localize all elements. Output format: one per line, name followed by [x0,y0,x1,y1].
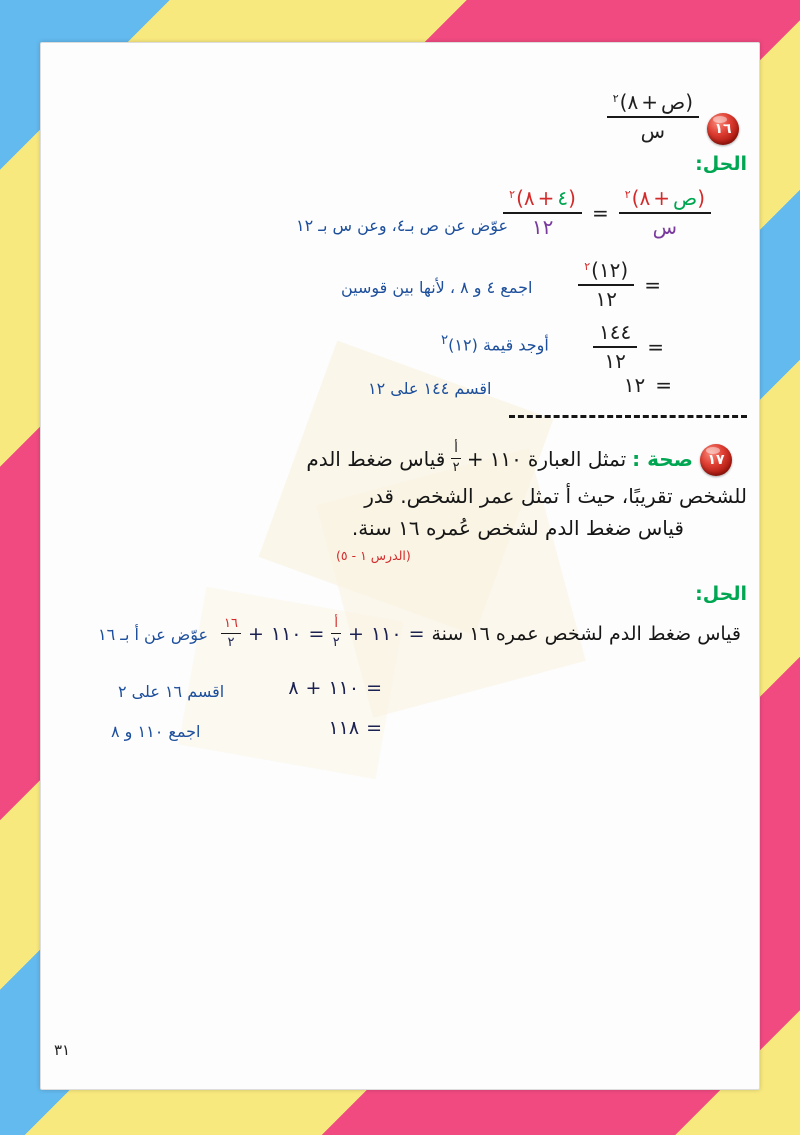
fraction-denominator: ٢ [452,459,460,475]
plus-sign: + [305,677,322,699]
equals-sign: = [647,335,664,359]
equals-sign: = [591,201,609,225]
fraction-denominator: س [652,215,678,239]
lesson-reference: (الدرس ١ - ٥) [336,548,411,563]
exponent: ٢ [584,260,591,273]
fraction-denominator: س [640,119,666,143]
paren: ) [685,90,693,114]
page-number: ٣١ [54,1041,71,1059]
paren: ( [516,186,524,210]
exponent: ٢ [509,188,516,201]
inline-fraction [451,442,461,476]
p17-step3-label: اجمع ١١٠ و ٨ [111,722,201,741]
fraction-numerator [503,187,582,214]
paren: ) [697,186,705,210]
p16-step3-equation [593,321,664,373]
fraction-numerator [451,442,461,459]
fraction-numerator [221,617,241,634]
term: (١٢) [591,258,629,282]
equals-sign: = [655,373,672,397]
label-text: أوجد قيمة (١٢) [448,335,549,355]
plus-sign: + [653,186,670,210]
fraction-numerator [331,617,341,634]
fraction-numerator [593,321,637,348]
substituted-fraction [503,187,582,239]
equals-sign: = [366,677,382,699]
p17-step2-equation [288,677,382,699]
textbook-page [40,42,760,1090]
p16-step2-label: اجمع ٤ و ٨ ، لأنها بين قوسين [341,278,533,297]
term: أ [454,441,458,456]
fraction-denominator: ١٢ [531,215,554,239]
substituted-fraction [221,617,241,651]
p17-step1-equation [221,617,741,651]
paren: ( [619,90,628,114]
fraction-numerator [578,259,634,286]
equation-text: قياس ضغط الدم لشخص عمره ١٦ سنة [431,622,741,645]
solution-heading-16: الحل: [695,153,747,175]
fraction-denominator: ١٢ [604,349,626,373]
term: ١٤٤ [599,320,632,344]
fraction-denominator: ١٢ [595,287,617,311]
p17-step2-label: اقسم ١٦ على ٢ [118,682,225,701]
statement-text: تمثل العبارة [527,446,627,471]
equals-sign: = [308,622,325,645]
term: ص [673,186,698,210]
paren: ) [568,186,576,210]
plus-sign: + [348,622,364,645]
fraction-denominator: ٢ [332,634,340,650]
term: ص [661,90,686,114]
plus-sign: + [247,622,264,645]
exponent: ٢ [612,92,619,105]
equals-sign: = [408,622,425,645]
p16-step4-label: اقسم ١٤٤ على ١٢ [368,379,492,398]
plus-sign: + [466,446,484,471]
p17-statement-line1 [306,442,693,476]
fraction-numerator [619,187,711,214]
term: ١٦ [223,616,238,631]
term: ٨ [627,90,639,114]
p17-step1-label: عوّض عن أ بـ ١٦ [98,625,208,644]
number: ١١٠ [328,677,360,699]
statement-text: قياس ضغط الدم [306,446,446,471]
term: ٨ [639,186,651,210]
fraction [593,321,637,373]
term: أ [334,616,339,631]
term: ٨ [523,186,535,210]
problem16-headline [607,91,739,145]
p16-step4-equation [624,373,672,397]
topic-heading: صحة : [632,446,693,471]
solution-heading-17: الحل: [695,583,747,605]
problem16-expression-fraction [607,91,699,143]
p16-step3-label [441,333,549,354]
number: ١١٠ [489,446,522,471]
equals-sign: = [644,273,661,297]
result-value: ١٢ [623,373,646,397]
exponent: ٢ [624,188,631,201]
result-value: ١١٨ [328,717,360,739]
fraction [578,259,634,311]
plus-sign: + [537,186,555,210]
number: ١١٠ [270,622,302,645]
number: ١١٠ [370,622,402,645]
p17-step3-equation [328,717,382,739]
paren: ( [631,186,640,210]
p16-step2-equation [578,259,661,311]
p16-step1-label: عوّض عن ص بـ٤، وعن س بـ ١٢ [296,216,509,235]
p16-step1-equation [503,187,711,239]
problem16-number-badge: ١٦ [707,113,739,145]
equals-sign: = [366,717,382,739]
section-divider [509,415,747,418]
original-fraction [619,187,711,239]
p17-statement-line2: للشخص تقريبًا، حيث أ تمثل عمر الشخص. قدر [364,484,747,508]
term: ٤ [557,186,569,210]
fraction-numerator [607,91,699,118]
problem17-number-badge: ١٧ [700,444,732,476]
plus-sign: + [641,90,658,114]
exponent: ٢ [441,333,449,348]
p17-statement-line3: قياس ضغط الدم لشخص عُمره ١٦ سنة. [351,516,684,540]
variable-fraction [331,617,341,651]
fraction-denominator: ٢ [227,634,235,650]
number: ٨ [288,677,299,699]
